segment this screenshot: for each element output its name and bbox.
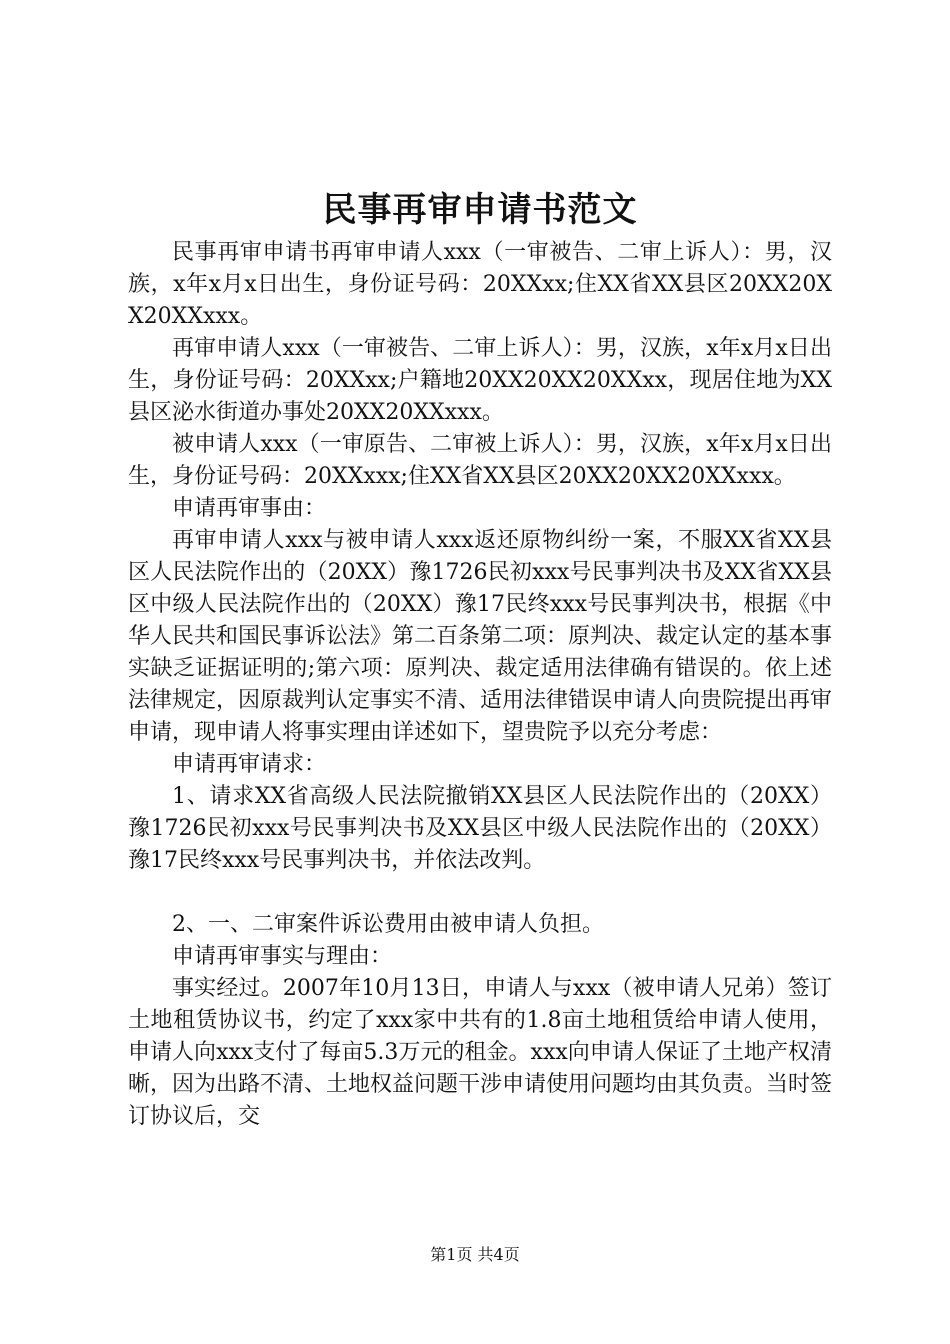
document-title: 民事再审申请书范文 [322, 190, 638, 230]
paragraph-request-2: 2、一、二审案件诉讼费用由被申请人负担。 [172, 912, 604, 937]
paragraph-request-1: 1、请求XX省高级人民法院撤销XX县区人民法院作出的（20XX）豫1726民初xxx号民事判决书及XX县区中级人民法院作出的（20XX）豫17民终xxx号民事判决书，并依法改判。 [128, 784, 832, 873]
heading-grounds: 申请再审事由： [172, 496, 327, 521]
paragraph-spacer [128, 877, 832, 909]
paragraph-applicant-1: 民事再审申请书再审申请人xxx（一审被告、二审上诉人）：男，汉族，x年x月x日出生，身份证号码：20XXxx;住XX省XX县区20XX20XX20XXxxx。 [128, 240, 832, 329]
paragraph-respondent: 被申请人xxx（一审原告、二审被上诉人）：男，汉族，x年x月x日出生，身份证号码：20XXxxx;住XX省XX县区20XX20XX20XXxxx。 [128, 432, 832, 489]
heading-requests: 申请再审请求： [172, 752, 327, 777]
paragraph-facts: 事实经过。2007年10月13日，申请人与xxx（被申请人兄弟）签订土地租赁协议书，约定了xxx家中共有的1.8亩土地租赁给申请人使用，申请人向xxx支付了每亩5.3万元的租金。xxx向申请人保证了土地产权清晰，因为出路不清、土地权益问题干涉申请使用问题均由其负责。当时签订协议后，交 [128, 976, 833, 1129]
heading-facts: 申请再审事实与理由： [172, 944, 393, 969]
page-number: 第1页 共4页 [430, 1245, 520, 1264]
document-page [128, 185, 832, 1133]
paragraph-applicant-2: 再审申请人xxx（一审被告、二审上诉人）：男，汉族，x年x月x日出生，身份证号码：20XXxx;户籍地20XX20XX20XXxx，现居住地为XX县区泌水街道办事处20XX20XXxxx。 [128, 336, 832, 425]
paragraph-grounds: 再审申请人xxx与被申请人xxx返还原物纠纷一案，不服XX省XX县区人民法院作出的（20XX）豫1726民初xxx号民事判决书及XX省XX县区中级人民法院作出的（20XX）豫17民终xxx号民事判决书，根据《中华人民共和国民事诉讼法》第二百条第二项：原判决、裁定认定的基本事实缺乏证据证明的;第六项：原判决、裁定适用法律确有错误的。依上述法律规定，因原裁判认定事实不清、适用法律错误申请人向贵院提出再审申请，现申请人将事实理由详述如下，望贵院予以充分考虑： [128, 528, 833, 745]
